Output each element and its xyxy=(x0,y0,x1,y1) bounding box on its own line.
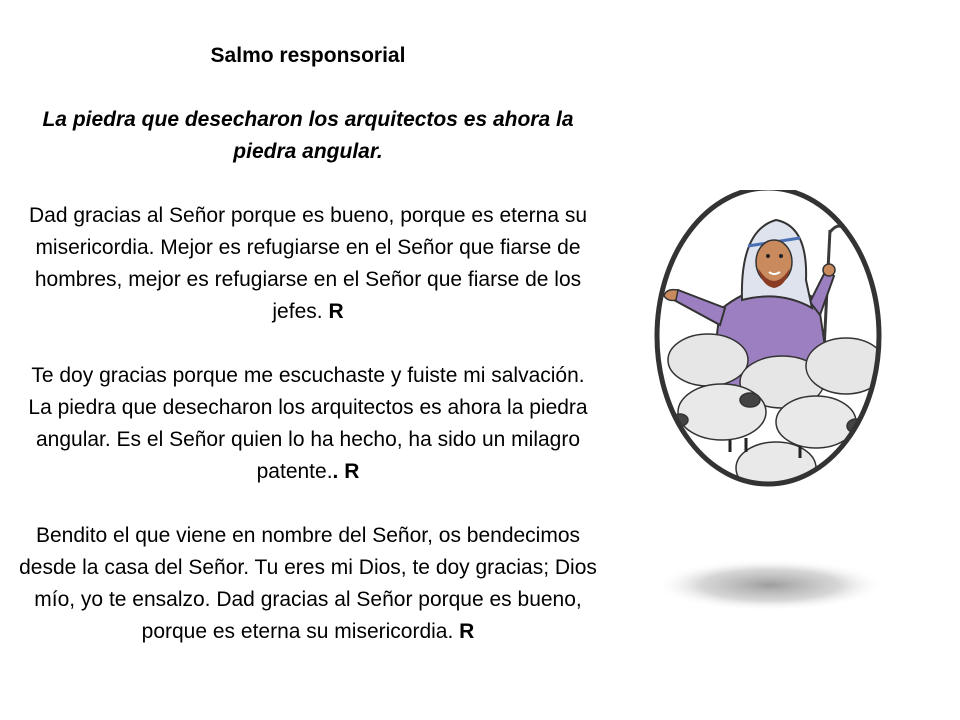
stanza-text: Bendito el que viene en nombre del Señor, os bendecimos desde la casa del Señor. Tu eres mi Dios, te doy gracias; Dios mío, yo te ensalzo. Dad gracias al Señor porque es bueno, porque es eterna su misericordia. xyxy=(19,524,597,643)
response-marker: R xyxy=(459,620,475,643)
psalm-text xyxy=(18,40,598,648)
antiphon: La piedra que desecharon los arquitectos es ahora la piedra angular. xyxy=(42,108,574,163)
response-marker: R xyxy=(328,300,344,323)
stanza-1 xyxy=(18,200,598,328)
sheep-flock xyxy=(668,334,886,502)
shadow-shape xyxy=(655,559,885,610)
slide-title: Salmo responsorial xyxy=(210,44,406,67)
stanza-2 xyxy=(18,360,598,488)
stanza-text: Dad gracias al Señor porque es bueno, porque es eterna su misericordia. Mejor es refugiarse en el Señor que fiarse de hombres, mejor es refugiarse en el Señor que fiarse de los jefes. xyxy=(28,204,588,323)
stanza-3 xyxy=(18,520,598,648)
good-shepherd-illustration xyxy=(650,190,890,610)
response-marker: . R xyxy=(332,460,360,483)
stanza-text: Te doy gracias porque me escuchaste y fuiste mi salvación. La piedra que desecharon los arquitectos es ahora la piedra angular. Es el Señor quien lo ha hecho, ha sido un milagro patente. xyxy=(28,364,588,483)
good-shepherd-icon xyxy=(650,190,890,610)
